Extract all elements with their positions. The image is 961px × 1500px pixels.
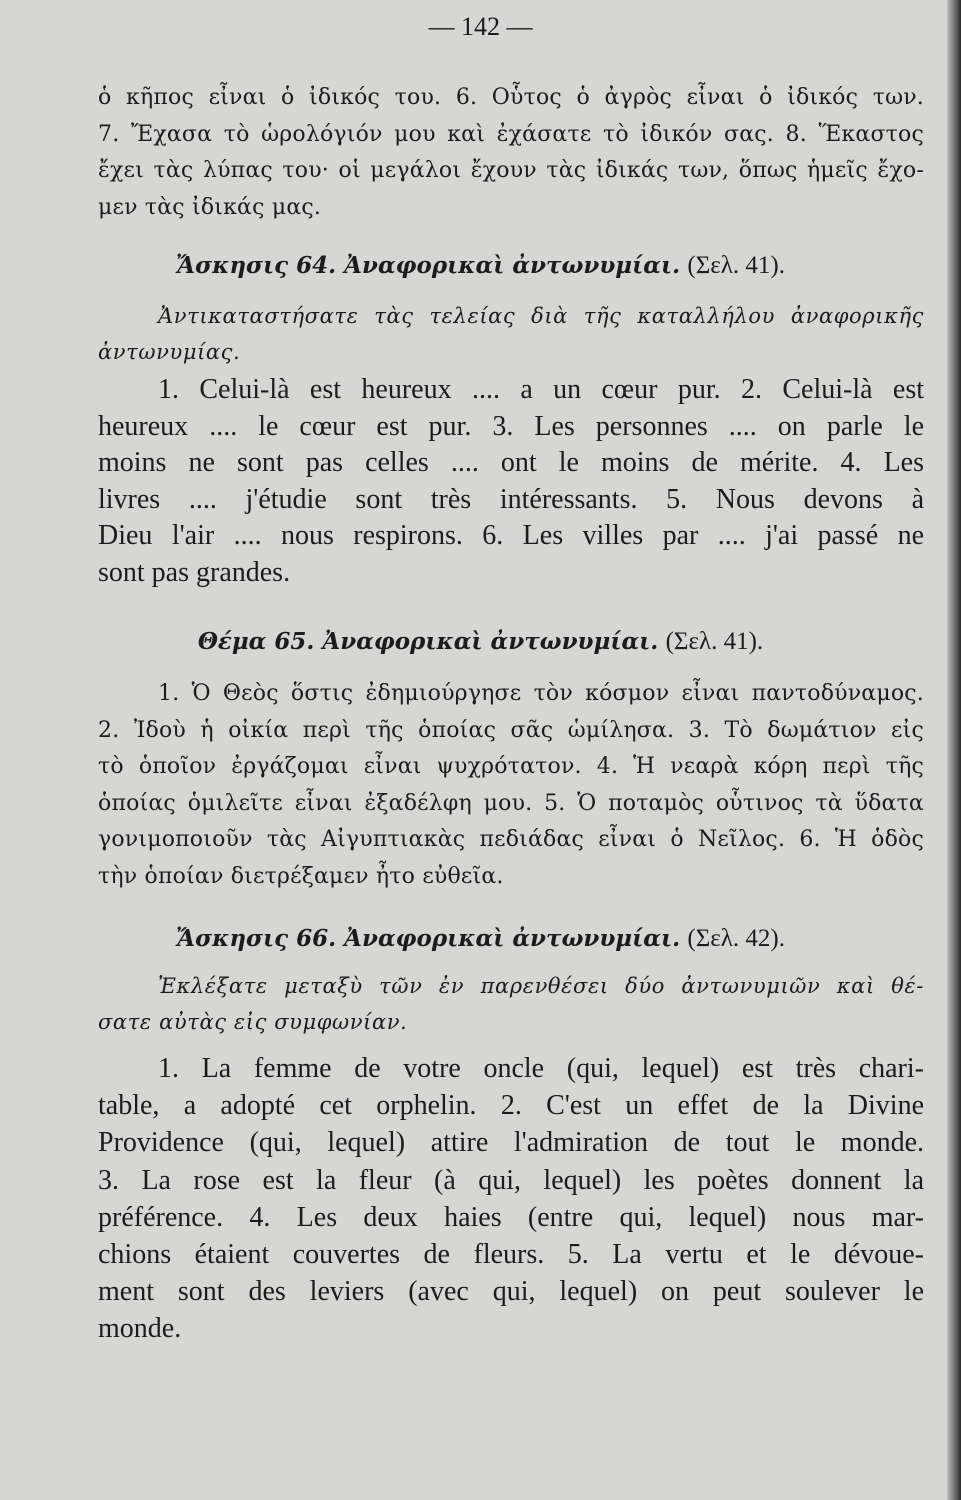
paragraph-continuation bbox=[98, 80, 924, 226]
exercise-64-title: Ἄσκησις 64. Ἀναφορικαὶ ἀντωνυμίαι. bbox=[176, 252, 681, 279]
text-line: τὴν ὁποίαν διετρέξαμεν ἦτο εὐθεῖα. bbox=[98, 863, 504, 889]
page-edge-shadow bbox=[947, 0, 961, 1500]
theme-65-title: Θέμα 65. Ἀναφορικαὶ ἀντωνυμίαι. bbox=[197, 628, 659, 655]
text-line: ment sont des leviers (avec qui, lequel) on peut soulever le bbox=[98, 1276, 924, 1308]
text-line: monde. bbox=[98, 1313, 182, 1345]
exercise-66-text bbox=[98, 1050, 924, 1348]
text-line: 1. Ὁ Θεὸς ὅστις ἐδημιούργησε τὸν κόσμον εἶναι παντοδύναμος. bbox=[158, 681, 924, 706]
exercise-64-text bbox=[98, 372, 924, 591]
page-number: — 142 — bbox=[428, 12, 533, 41]
theme-65-heading bbox=[0, 628, 961, 656]
text-line: 1. Celui-là est heureux .... a un cœur pur. 2. Celui-là est bbox=[158, 374, 924, 405]
exercise-64-ref: (Σελ. 41). bbox=[687, 252, 785, 279]
text-line: livres .... j'étudie sont très intéressants. 5. Nous devons à bbox=[98, 483, 924, 515]
exercise-66-ref: (Σελ. 42). bbox=[687, 925, 785, 952]
text-line: ἔχει τὰς λύπας του· οἱ μεγάλοι ἔχουν τὰς ἰδικάς των, ὅπως ἡμεῖς ἔχο- bbox=[98, 158, 924, 183]
text-line: τὸ ὁποῖον ἐργάζομαι εἶναι ψυχρότατον. 4. Ἡ νεαρὰ κόρη περὶ τῆς bbox=[98, 754, 924, 779]
exercise-66-heading bbox=[0, 925, 961, 953]
text-line: préférence. 4. Les deux haies (entre qui, lequel) nous mar- bbox=[98, 1201, 924, 1233]
text-line: γονιμοποιοῦν τὰς Αἰγυπτιακὰς πεδιάδας εἶναι ὁ Νεῖλος. 6. Ἡ ὁδὸς bbox=[98, 827, 924, 852]
text-line: ὁ κῆπος εἶναι ὁ ἰδικός του. 6. Οὗτος ὁ ἀγρὸς εἶναι ὁ ἰδικός των. bbox=[98, 85, 924, 110]
text-line: moins ne sont pas celles .... ont le moins de mérite. 4. Les bbox=[98, 447, 924, 478]
text-line: Providence (qui, lequel) attire l'admiration de tout le monde. bbox=[98, 1127, 924, 1159]
text-line: sont pas grandes. bbox=[98, 556, 291, 588]
exercise-66-instruction bbox=[98, 968, 924, 1040]
theme-65-text bbox=[98, 676, 924, 895]
text-line: 1. La femme de votre oncle (qui, lequel) est très chari- bbox=[158, 1053, 924, 1084]
theme-65-ref: (Σελ. 41). bbox=[665, 628, 764, 655]
exercise-64-instruction bbox=[98, 298, 924, 370]
text-line: 3. La rose est la fleur (à qui, lequel) les poètes donnent la bbox=[98, 1164, 924, 1196]
text-line: 7. Ἔχασα τὸ ὡρολόγιόν μου καὶ ἐχάσατε τὸ ἰδικόν σας. 8. Ἕκαστος bbox=[98, 121, 924, 147]
text-line: ὁποίας ὁμιλεῖτε εἶναι ἐξαδέλφη μου. 5. Ὁ ποταμὸς οὗτινος τὰ ὕδατα bbox=[98, 790, 924, 816]
exercise-64-heading bbox=[0, 252, 961, 280]
text-line: heureux .... le cœur est pur. 3. Les personnes .... on parle le bbox=[98, 410, 924, 442]
text-line: chions étaient couvertes de fleurs. 5. La vertu et le dévoue- bbox=[98, 1239, 924, 1271]
text-line: ἀντωνυμίας. bbox=[98, 340, 241, 364]
text-line: σατε αὐτὰς εἰς συμφωνίαν. bbox=[98, 1010, 408, 1034]
exercise-66-title: Ἄσκησις 66. Ἀναφορικαὶ ἀντωνυμίαι. bbox=[176, 925, 681, 952]
text-line: μεν τὰς ἰδικάς μας. bbox=[98, 194, 322, 220]
text-line: 2. Ἰδοὺ ἡ οἰκία περὶ τῆς ὁποίας σᾶς ὡμίλησα. 3. Τὸ δωμάτιον εἰς bbox=[98, 717, 924, 743]
text-line: table, a adopté cet orphelin. 2. C'est un effet de la Divine bbox=[98, 1090, 924, 1122]
text-line: Ἐκλέξατε μεταξὺ τῶν ἐν παρενθέσει δύο ἀντωνυμιῶν καὶ θέ- bbox=[158, 974, 924, 998]
text-line: Dieu l'air .... nous respirons. 6. Les villes par .... j'ai passé ne bbox=[98, 520, 924, 551]
text-line: Ἀντικαταστήσατε τὰς τελείας διὰ τῆς καταλλήλου ἀναφορικῆς bbox=[158, 304, 924, 328]
